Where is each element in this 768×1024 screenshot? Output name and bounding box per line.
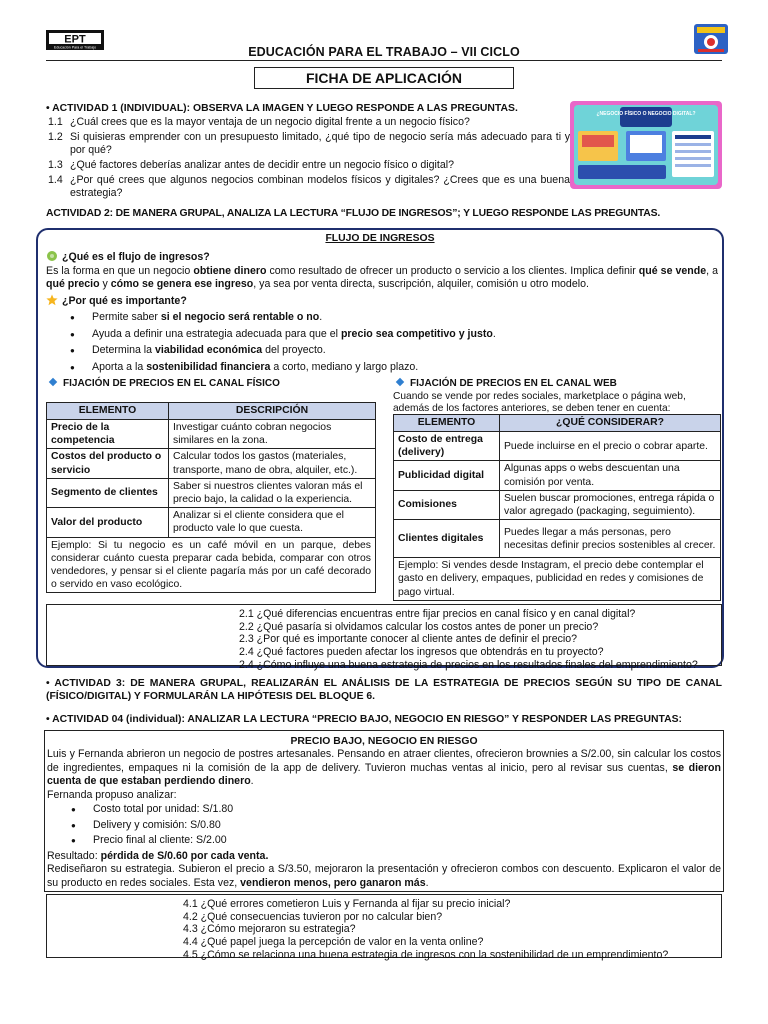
question-importancia: ¿Por qué es importante? bbox=[46, 294, 718, 309]
question-que-es: ¿Qué es el flujo de ingresos? bbox=[46, 250, 718, 265]
table-cell: Suelen buscar promociones, entrega rápida o valor agregado (packaging, seguimiento). bbox=[500, 490, 721, 519]
questions-4-box bbox=[46, 894, 722, 961]
question-2-5: 2.4 ¿Cómo influye una buena estrategia de precios en los resultados finales del emprendimiento? bbox=[239, 658, 698, 671]
question-2-2: 2.2 ¿Qué pasaría si olvidamos calcular los costos antes de poner un precio? bbox=[239, 620, 599, 633]
questions-2-list bbox=[239, 608, 698, 672]
questions-4-list bbox=[183, 898, 668, 962]
table-cell: Costo de entrega (delivery) bbox=[394, 432, 500, 461]
header-divider bbox=[46, 60, 722, 61]
table-cell: Costos del producto o servicio bbox=[47, 449, 169, 478]
activity-4-title: • ACTIVIDAD 04 (individual): ANALIZAR LA LECTURA “PRECIO BAJO, NEGOCIO EN RIESGO” Y RESPONDER LAS PREGUNTAS: bbox=[46, 714, 682, 725]
question-4-5: 4.5 ¿Cómo se relaciona una buena estrategia de ingresos con la sostenibilidad de un emprendimiento? bbox=[183, 948, 669, 961]
activity-3: • ACTIVIDAD 3: DE MANERA GRUPAL, REALIZARÁN EL ANÁLISIS DE LA ESTRATEGIA DE PRECIOS SEGÚN SU TIPO DE CANAL (FÍSICO/DIGITAL) Y FORMULARÁN LA HIPÓTESIS DEL BLOQUE 6. bbox=[46, 678, 722, 703]
costs-list bbox=[47, 803, 721, 848]
web-table bbox=[393, 414, 721, 601]
table-cell: Calcular todos los gastos (materiales, transporte, mano de obra, alquiler, etc.). bbox=[169, 449, 376, 478]
table-cell: Algunas apps o webs descuentan una comisión por venta. bbox=[500, 461, 721, 490]
question-4-4: 4.4 ¿Qué papel juega la percepción de valor en la venta online? bbox=[183, 936, 484, 949]
table-header-row bbox=[47, 403, 376, 420]
question-2-1: 2.1 ¿Qué diferencias encuentras entre fijar precios en canal físico y en canal digital? bbox=[239, 608, 636, 620]
questions-2-box bbox=[46, 604, 722, 671]
infographic-title: ¿NEGOCIO FÍSICO O NEGOCIO DIGITAL? bbox=[596, 111, 696, 117]
ficha-title-box: FICHA DE APLICACIÓN bbox=[254, 67, 514, 89]
importance-list bbox=[46, 311, 718, 374]
table-cell: Valor del producto bbox=[47, 508, 169, 537]
table-cell: Puedes llegar a más personas, pero necesitas definir precios sostenibles al crecer. bbox=[500, 520, 721, 558]
table-row bbox=[47, 508, 376, 537]
table-row bbox=[394, 520, 721, 558]
question-2-4: 2.4 ¿Qué factores pueden afectar los ingresos que obtendrás en tu proyecto? bbox=[239, 646, 604, 659]
column-header: DESCRIPCIÓN bbox=[169, 403, 376, 420]
flujo-ingresos-text bbox=[46, 250, 718, 377]
question-4-3: 4.3 ¿Cómo mejoraron su estrategia? bbox=[183, 923, 356, 936]
column-header: ELEMENTO bbox=[47, 403, 169, 420]
star-green-icon bbox=[46, 250, 58, 262]
web-heading: FIJACIÓN DE PRECIOS EN EL CANAL WEB bbox=[393, 378, 723, 391]
table-cell: Investigar cuánto cobran negocios similares en la zona. bbox=[169, 420, 376, 449]
list-item: ● Ayuda a definir una estrategia adecuada para que el precio sea competitivo y justo. bbox=[46, 328, 718, 342]
table-row bbox=[47, 537, 376, 593]
ept-logo-subtext: Educación Para el Trabajo bbox=[53, 45, 97, 50]
activity-1 bbox=[46, 102, 570, 201]
question-1-4: 1.4 ¿Por qué crees que algunos negocios combinan modelos físicos y digitales? ¿Crees que es una buena estrategia? bbox=[48, 173, 570, 200]
question-4-1: 4.1 ¿Qué errores cometieron Luis y Fernanda al fijar su precio inicial? bbox=[183, 898, 511, 910]
question-1-2: 1.2 Si quisieras emprender con un presupuesto limitado, ¿qué tipo de negocio sería más adecuado para ti y por qué? bbox=[48, 130, 570, 157]
table-cell: Precio de la competencia bbox=[47, 420, 169, 449]
fisico-heading: FIJACIÓN DE PRECIOS EN EL CANAL FÍSICO bbox=[46, 378, 280, 391]
table-cell: Saber si nuestros clientes valoran más el precio bajo, la calidad o la experiencia. bbox=[169, 478, 376, 507]
table-header-row bbox=[394, 415, 721, 432]
definition-paragraph: Es la forma en que un negocio obtiene dinero como resultado de ofrecer un producto o servicio a los clientes. Implica definir qué se vende, a qué precio y cómo se genera ese ingreso, ya sea por venta directa, suscripción, alquiler, comisión u otro modelo. bbox=[46, 264, 719, 291]
table-cell: Puede incluirse en el precio o cobrar aparte. bbox=[500, 432, 721, 461]
column-header: ¿QUÉ CONSIDERAR? bbox=[500, 415, 721, 432]
resultado-line: Resultado: pérdida de S/0.60 por cada venta. bbox=[47, 849, 269, 862]
table-row bbox=[394, 558, 721, 601]
list-item: ● Determina la viabilidad económica del proyecto. bbox=[46, 344, 718, 358]
diamond-bullet-icon bbox=[396, 378, 404, 386]
ejemplo-cell: Ejemplo: Si vendes desde Instagram, el precio debe contemplar el gasto en delivery, empaques, publicidad en redes y comisiones de pago virtual. bbox=[394, 558, 721, 601]
table-row bbox=[394, 432, 721, 461]
table-row bbox=[47, 478, 376, 507]
lectura-paragraph-2: Fernanda propuso analizar: bbox=[47, 788, 177, 801]
table-cell: Clientes digitales bbox=[394, 520, 500, 558]
fisico-table bbox=[46, 402, 376, 593]
activity-2-title: ACTIVIDAD 2: DE MANERA GRUPAL, ANALIZA LA LECTURA “FLUJO DE INGRESOS”; Y LUEGO RESPONDE LAS PREGUNTAS. bbox=[46, 208, 661, 219]
lectura-paragraph-1: Luis y Fernanda abrieron un negocio de postres artesanales. Pensando en atraer clientes, ofrecieron brownies a S/2.00, sin calcular los costos de ingredientes, empaques ni la comisión de la app de delivery. Tuvieron muchas ventas al inicio, pero al revisar sus cuentas, se dieron cuenta de que estaban perdiendo dinero. bbox=[47, 748, 721, 788]
question-1-3: 1.3 ¿Qué factores deberías analizar antes de decidir entre un negocio físico o digital? bbox=[48, 158, 454, 171]
list-item: ● Costo total por unidad: S/1.80 bbox=[47, 803, 721, 817]
table-row bbox=[47, 420, 376, 449]
question-2-3: 2.3 ¿Por qué es importante conocer al cliente antes de definir el precio? bbox=[239, 633, 578, 646]
infographic-image bbox=[570, 101, 722, 189]
lectura-paragraph-3: Rediseñaron su estrategia. Subieron el precio a S/3.50, mejoraron la presentación y ofrecieron combos con descuento. Explicaron el valor de su producto en redes sociales. Esta vez, vendieron menos, pero ganaron más. bbox=[47, 863, 721, 889]
table-row bbox=[394, 461, 721, 490]
web-intro: Cuando se vende por redes sociales, marketplace o página web, además de los factores anteriores, se deben tener en cuenta: bbox=[393, 390, 686, 415]
table-row bbox=[394, 490, 721, 519]
table-cell: Segmento de clientes bbox=[47, 478, 169, 507]
column-header: ELEMENTO bbox=[394, 415, 500, 432]
ept-logo-text: EPT bbox=[64, 33, 86, 46]
diamond-bullet-icon bbox=[49, 378, 57, 386]
lectura-title: PRECIO BAJO, NEGOCIO EN RIESGO bbox=[290, 736, 478, 747]
list-item: ● Delivery y comisión: S/0.80 bbox=[47, 819, 721, 833]
lectura-text bbox=[47, 748, 721, 890]
table-cell: Comisiones bbox=[394, 490, 500, 519]
table-row bbox=[47, 449, 376, 478]
list-item: ● Precio final al cliente: S/2.00 bbox=[47, 834, 721, 848]
flujo-ingresos-title: FLUJO DE INGRESOS bbox=[325, 233, 435, 244]
list-item: ● Aporta a la sostenibilidad financiera a corto, mediano y largo plazo. bbox=[46, 361, 718, 375]
question-4-2: 4.2 ¿Qué consecuencias tuvieron por no calcular bien? bbox=[183, 910, 443, 923]
web-section-head bbox=[393, 378, 723, 415]
activity-1-title: • ACTIVIDAD 1 (INDIVIDUAL): OBSERVA LA IMAGEN Y LUEGO RESPONDE A LAS PREGUNTAS. bbox=[46, 103, 518, 114]
table-cell: Publicidad digital bbox=[394, 461, 500, 490]
table-cell: Analizar si el cliente considera que el producto vale lo que cuesta. bbox=[169, 508, 376, 537]
ejemplo-cell: Ejemplo: Si tu negocio es un café móvil en un parque, debes considerar cuánto cuesta preparar cada bebida, comparar con otros vendedores, y pensar si el cliente pagaría más por un café decorado o servido en vaso ecológico. bbox=[47, 537, 376, 593]
star-yellow-icon bbox=[46, 294, 58, 306]
page-header-title: EDUCACIÓN PARA EL TRABAJO – VII CICLO bbox=[248, 45, 520, 59]
question-1-1: 1.1 ¿Cuál crees que es la mayor ventaja de un negocio digital frente a un negocio físico? bbox=[48, 116, 470, 129]
list-item: ● Permite saber si el negocio será rentable o no. bbox=[46, 311, 718, 325]
